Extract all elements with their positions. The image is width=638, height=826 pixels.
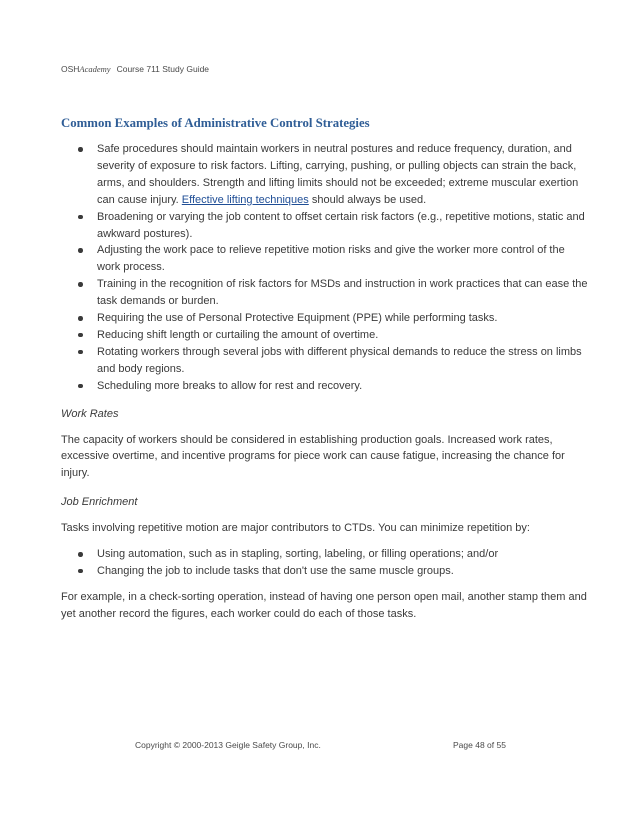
list-item-text: Requiring the use of Personal Protective Equipment (PPE) while performing tasks. [97,312,498,325]
list-item [61,378,588,395]
list-item [61,563,588,580]
content-body [61,141,588,623]
list-item-text: Adjusting the work pace to relieve repetitive motion risks and give the worker more control of the work process. [97,244,565,274]
list-item-text-end: should always be used. [308,193,427,206]
admin-strategies-list [61,141,588,395]
work-rates-title: Work Rates [61,407,119,420]
course-title: Course 711 Study Guide [116,64,210,74]
bullet-icon [78,215,83,220]
list-item-text: Rotating workers through several jobs with different physical demands to reduce the stress on limbs and body regions. [97,345,582,375]
list-item [61,209,588,243]
list-item [61,546,588,563]
bullet-icon [78,333,83,338]
bullet-icon [78,248,83,253]
list-item-text: Reducing shift length or curtailing the amount of overtime. [97,328,379,341]
bullet-icon [78,316,83,321]
list-item-text: Safe procedures should maintain workers in neutral postures and reduce frequency, duration, and severity of exposure to risk factors. Lifting, carrying, pushing, or pulling objects can strain the back, arms, and shoulders. Strength and lifting limits should not be exceeded; extreme muscular exertion can cause injury. [97,143,579,206]
list-item-text: Training in the recognition of risk factors for MSDs and instruction in work practices that can ease the task demands or burden. [97,278,588,308]
list-item [61,344,588,378]
list-item-text: Scheduling more breaks to allow for rest and recovery. [97,379,363,392]
list-item [61,141,588,209]
section-heading: Common Examples of Administrative Control Strategies [61,116,370,130]
lifting-techniques-link[interactable]: Effective lifting techniques [181,193,309,206]
list-item-text: Broadening or varying the job content to offset certain risk factors (e.g., repetitive motions, static and awkward postures). [97,210,585,240]
job-enrichment-intro: Tasks involving repetitive motion are major contributors to CTDs. You can minimize repetition by: [61,522,530,535]
page-header [61,64,209,74]
list-item [61,310,588,327]
list-item-text: Using automation, such as in stapling, sorting, labeling, or filling operations; and/or [97,548,499,561]
work-rates-text: The capacity of workers should be considered in establishing production goals. Increased work rates, excessive overtime, and incentive programs for piece work can cause fatigue, increasing the chance for injury. [61,433,565,480]
list-item-text: Changing the job to include tasks that don't use the same muscle groups. [97,564,454,577]
brand-prefix: OSH [61,64,80,74]
list-item [61,242,588,276]
list-item [61,276,588,310]
list-item [61,327,588,344]
bullet-icon [78,384,83,389]
bullet-icon [78,569,83,574]
job-enrichment-example: For example, in a check-sorting operation, instead of having one person open mail, another stamp them and yet another record the figures, each worker could do each of those tasks. [61,590,587,620]
bullet-icon [78,552,83,557]
brand-suffix: Academy [79,64,111,74]
bullet-icon [78,282,83,287]
job-enrichment-list [61,546,588,580]
bullet-icon [78,147,83,152]
footer-page-number: Page 48 of 55 [453,740,506,750]
job-enrichment-title: Job Enrichment [61,496,138,509]
footer-copyright: Copyright © 2000-2013 Geigle Safety Group, Inc. [135,740,321,750]
bullet-icon [78,350,83,355]
